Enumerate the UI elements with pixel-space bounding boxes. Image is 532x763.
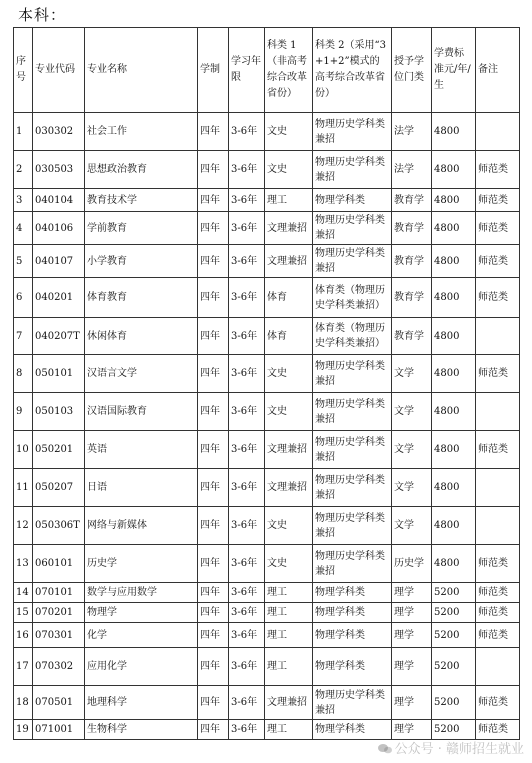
cell-span: 3-6年 — [229, 431, 265, 469]
cell-fee: 5200 — [432, 686, 476, 720]
cell-code: 050306T — [33, 507, 85, 545]
cell-cat2: 体育类（物理历史学科类兼招） — [313, 278, 392, 318]
table-row — [14, 686, 520, 720]
cell-name: 教育技术学 — [85, 189, 198, 212]
cell-duration: 四年 — [198, 245, 229, 278]
cell-code: 070201 — [33, 603, 85, 623]
cell-degree: 教育学 — [392, 212, 432, 245]
cell-cat1: 文理兼招 — [265, 469, 313, 507]
majors-table — [13, 27, 520, 740]
cell-cat2: 物理学科类 — [313, 583, 392, 603]
cell-no: 10 — [14, 431, 33, 469]
cell-degree: 法学 — [392, 151, 432, 189]
cell-cat1: 文理兼招 — [265, 431, 313, 469]
cell-span: 3-6年 — [229, 469, 265, 507]
cell-fee: 5200 — [432, 623, 476, 648]
cell-fee: 4800 — [432, 393, 476, 431]
cell-span: 3-6年 — [229, 212, 265, 245]
column-header: 备注 — [476, 28, 520, 113]
column-header: 学费标准元/年/生 — [432, 28, 476, 113]
cell-fee: 4800 — [432, 431, 476, 469]
cell-duration: 四年 — [198, 189, 229, 212]
cell-name: 生物科学 — [85, 720, 198, 740]
cell-name: 汉语国际教育 — [85, 393, 198, 431]
cell-no: 8 — [14, 355, 33, 393]
cell-no: 13 — [14, 545, 33, 583]
table-row — [14, 720, 520, 740]
cell-span: 3-6年 — [229, 393, 265, 431]
table-row — [14, 603, 520, 623]
cell-duration: 四年 — [198, 507, 229, 545]
cell-span: 3-6年 — [229, 113, 265, 151]
cell-cat1: 理工 — [265, 583, 313, 603]
cell-span: 3-6年 — [229, 189, 265, 212]
cell-note: 师范类 — [476, 603, 520, 623]
cell-duration: 四年 — [198, 278, 229, 318]
cell-span: 3-6年 — [229, 318, 265, 355]
cell-span: 3-6年 — [229, 278, 265, 318]
cell-code: 070101 — [33, 583, 85, 603]
cell-cat1: 理工 — [265, 603, 313, 623]
cell-no: 9 — [14, 393, 33, 431]
cell-cat1: 理工 — [265, 189, 313, 212]
cell-fee: 4800 — [432, 151, 476, 189]
cell-fee: 4800 — [432, 113, 476, 151]
table-row — [14, 431, 520, 469]
cell-degree: 法学 — [392, 113, 432, 151]
cell-name: 社会工作 — [85, 113, 198, 151]
cell-name: 日语 — [85, 469, 198, 507]
column-header: 科类 1（非高考综合改革省份） — [265, 28, 313, 113]
watermark-text: 公众号 · 赣师招生就业 — [394, 742, 524, 757]
cell-note: 师范类 — [476, 623, 520, 648]
cell-name: 物理学 — [85, 603, 198, 623]
cell-name: 汉语言文学 — [85, 355, 198, 393]
cell-name: 学前教育 — [85, 212, 198, 245]
table-header-row — [14, 28, 520, 113]
cell-duration: 四年 — [198, 720, 229, 740]
cell-no: 4 — [14, 212, 33, 245]
cell-fee: 5200 — [432, 648, 476, 686]
cell-cat2: 物理历史学科类兼招 — [313, 686, 392, 720]
cell-degree: 教育学 — [392, 189, 432, 212]
cell-duration: 四年 — [198, 151, 229, 189]
cell-fee: 4800 — [432, 318, 476, 355]
cell-no: 19 — [14, 720, 33, 740]
column-header: 授予学位门类 — [392, 28, 432, 113]
cell-degree: 教育学 — [392, 245, 432, 278]
cell-cat2: 物理历史学科类兼招 — [313, 212, 392, 245]
cell-name: 化学 — [85, 623, 198, 648]
cell-degree: 文学 — [392, 431, 432, 469]
cell-duration: 四年 — [198, 648, 229, 686]
cell-cat1: 文理兼招 — [265, 212, 313, 245]
cell-cat2: 物理历史学科类兼招 — [313, 355, 392, 393]
cell-note — [476, 507, 520, 545]
cell-note: 师范类 — [476, 151, 520, 189]
cell-code: 070301 — [33, 623, 85, 648]
cell-span: 3-6年 — [229, 545, 265, 583]
cell-cat2: 物理历史学科类兼招 — [313, 245, 392, 278]
table-row — [14, 212, 520, 245]
cell-no: 12 — [14, 507, 33, 545]
cell-duration: 四年 — [198, 623, 229, 648]
cell-span: 3-6年 — [229, 245, 265, 278]
cell-span: 3-6年 — [229, 623, 265, 648]
cell-note: 师范类 — [476, 431, 520, 469]
cell-note: 师范类 — [476, 720, 520, 740]
cell-note: 师范类 — [476, 355, 520, 393]
cell-cat2: 物理学科类 — [313, 720, 392, 740]
column-header: 学习年限 — [229, 28, 265, 113]
cell-fee: 5200 — [432, 603, 476, 623]
cell-fee: 4800 — [432, 355, 476, 393]
cell-code: 040106 — [33, 212, 85, 245]
cell-cat1: 理工 — [265, 623, 313, 648]
cell-fee: 4800 — [432, 245, 476, 278]
cell-note: 师范类 — [476, 212, 520, 245]
cell-no: 15 — [14, 603, 33, 623]
cell-duration: 四年 — [198, 212, 229, 245]
table-row — [14, 245, 520, 278]
cell-cat2: 体育类（物理历史学科类兼招） — [313, 318, 392, 355]
cell-duration: 四年 — [198, 393, 229, 431]
cell-name: 应用化学 — [85, 648, 198, 686]
table-row — [14, 507, 520, 545]
cell-note: 师范类 — [476, 245, 520, 278]
cell-no: 7 — [14, 318, 33, 355]
cell-cat1: 文理兼招 — [265, 686, 313, 720]
cell-no: 17 — [14, 648, 33, 686]
cell-name: 小学教育 — [85, 245, 198, 278]
cell-degree: 文学 — [392, 355, 432, 393]
cell-duration: 四年 — [198, 113, 229, 151]
cell-no: 5 — [14, 245, 33, 278]
cell-name: 休闲体育 — [85, 318, 198, 355]
cell-name: 地理科学 — [85, 686, 198, 720]
cell-code: 040207T — [33, 318, 85, 355]
cell-no: 14 — [14, 583, 33, 603]
cell-note — [476, 648, 520, 686]
cell-fee: 4800 — [432, 469, 476, 507]
table-row — [14, 113, 520, 151]
cell-cat2: 物理历史学科类兼招 — [313, 469, 392, 507]
table-row — [14, 583, 520, 603]
cell-fee: 4800 — [432, 507, 476, 545]
cell-note: 师范类 — [476, 686, 520, 720]
table-row — [14, 189, 520, 212]
cell-degree: 历史学 — [392, 545, 432, 583]
table-row — [14, 648, 520, 686]
cell-no: 16 — [14, 623, 33, 648]
cell-code: 040201 — [33, 278, 85, 318]
cell-code: 050103 — [33, 393, 85, 431]
cell-degree: 理学 — [392, 720, 432, 740]
cell-cat1: 文史 — [265, 151, 313, 189]
cell-cat1: 体育 — [265, 278, 313, 318]
cell-note: 师范类 — [476, 583, 520, 603]
cell-cat2: 物理历史学科类兼招 — [313, 507, 392, 545]
cell-degree: 理学 — [392, 686, 432, 720]
cell-note — [476, 113, 520, 151]
cell-span: 3-6年 — [229, 355, 265, 393]
cell-cat2: 物理学科类 — [313, 189, 392, 212]
table-row — [14, 151, 520, 189]
cell-cat2: 物理学科类 — [313, 648, 392, 686]
cell-name: 数学与应用数学 — [85, 583, 198, 603]
cell-duration: 四年 — [198, 603, 229, 623]
table-row — [14, 469, 520, 507]
table-row — [14, 318, 520, 355]
cell-duration: 四年 — [198, 583, 229, 603]
cell-degree: 教育学 — [392, 318, 432, 355]
cell-cat1: 文史 — [265, 393, 313, 431]
cell-name: 网络与新媒体 — [85, 507, 198, 545]
cell-note — [476, 469, 520, 507]
cell-span: 3-6年 — [229, 686, 265, 720]
cell-span: 3-6年 — [229, 648, 265, 686]
cell-code: 050201 — [33, 431, 85, 469]
watermark — [378, 738, 524, 757]
cell-fee: 4800 — [432, 278, 476, 318]
cell-degree: 理学 — [392, 648, 432, 686]
column-header: 学制 — [198, 28, 229, 113]
cell-cat1: 理工 — [265, 648, 313, 686]
table-row — [14, 278, 520, 318]
cell-cat1: 文史 — [265, 355, 313, 393]
cell-code: 040107 — [33, 245, 85, 278]
cell-cat1: 理工 — [265, 720, 313, 740]
cell-name: 体育教育 — [85, 278, 198, 318]
cell-cat2: 物理学科类 — [313, 623, 392, 648]
cell-note: 师范类 — [476, 189, 520, 212]
page-heading: 本科： — [18, 6, 67, 24]
cell-code: 050101 — [33, 355, 85, 393]
cell-no: 2 — [14, 151, 33, 189]
cell-code: 060101 — [33, 545, 85, 583]
cell-degree: 理学 — [392, 603, 432, 623]
cell-cat1: 文史 — [265, 113, 313, 151]
cell-cat2: 物理历史学科类兼招 — [313, 151, 392, 189]
cell-name: 思想政治教育 — [85, 151, 198, 189]
cell-name: 历史学 — [85, 545, 198, 583]
table-row — [14, 623, 520, 648]
cell-degree: 理学 — [392, 583, 432, 603]
cell-fee: 4800 — [432, 212, 476, 245]
cell-duration: 四年 — [198, 318, 229, 355]
cell-no: 18 — [14, 686, 33, 720]
cell-cat1: 体育 — [265, 318, 313, 355]
cell-duration: 四年 — [198, 355, 229, 393]
cell-name: 英语 — [85, 431, 198, 469]
cell-span: 3-6年 — [229, 583, 265, 603]
cell-span: 3-6年 — [229, 151, 265, 189]
cell-cat1: 文史 — [265, 545, 313, 583]
cell-code: 030503 — [33, 151, 85, 189]
cell-no: 6 — [14, 278, 33, 318]
column-header: 科类 2（采用“3+1+2”模式的高考综合改革省份） — [313, 28, 392, 113]
cell-no: 3 — [14, 189, 33, 212]
cell-duration: 四年 — [198, 686, 229, 720]
cell-no: 1 — [14, 113, 33, 151]
cell-degree: 文学 — [392, 507, 432, 545]
cell-fee: 4800 — [432, 545, 476, 583]
cell-fee: 5200 — [432, 720, 476, 740]
cell-note — [476, 318, 520, 355]
cell-code: 040104 — [33, 189, 85, 212]
table-row — [14, 545, 520, 583]
cell-span: 3-6年 — [229, 603, 265, 623]
cell-cat2: 物理历史学科类兼招 — [313, 113, 392, 151]
cell-no: 11 — [14, 469, 33, 507]
cell-code: 070501 — [33, 686, 85, 720]
cell-degree: 文学 — [392, 393, 432, 431]
cell-cat2: 物理学科类 — [313, 603, 392, 623]
cell-duration: 四年 — [198, 431, 229, 469]
cell-cat2: 物理历史学科类兼招 — [313, 545, 392, 583]
cell-degree: 文学 — [392, 469, 432, 507]
cell-span: 3-6年 — [229, 507, 265, 545]
cell-note — [476, 393, 520, 431]
cell-code: 030302 — [33, 113, 85, 151]
cell-cat2: 物理历史学科类兼招 — [313, 431, 392, 469]
table-row — [14, 393, 520, 431]
cell-code: 071001 — [33, 720, 85, 740]
cell-degree: 理学 — [392, 623, 432, 648]
chat-bubble-icon — [378, 743, 392, 755]
cell-degree: 教育学 — [392, 278, 432, 318]
column-header: 专业名称 — [85, 28, 198, 113]
cell-span: 3-6年 — [229, 720, 265, 740]
column-header: 专业代码 — [33, 28, 85, 113]
cell-cat2: 物理历史学科类兼招 — [313, 393, 392, 431]
cell-note: 师范类 — [476, 545, 520, 583]
cell-fee: 4800 — [432, 189, 476, 212]
cell-cat1: 文理兼招 — [265, 245, 313, 278]
column-header: 序号 — [14, 28, 33, 113]
table-row — [14, 355, 520, 393]
cell-duration: 四年 — [198, 469, 229, 507]
cell-code: 070302 — [33, 648, 85, 686]
table-body — [14, 113, 520, 740]
cell-note: 师范类 — [476, 278, 520, 318]
cell-cat1: 文史 — [265, 507, 313, 545]
cell-duration: 四年 — [198, 545, 229, 583]
cell-code: 050207 — [33, 469, 85, 507]
cell-fee: 5200 — [432, 583, 476, 603]
